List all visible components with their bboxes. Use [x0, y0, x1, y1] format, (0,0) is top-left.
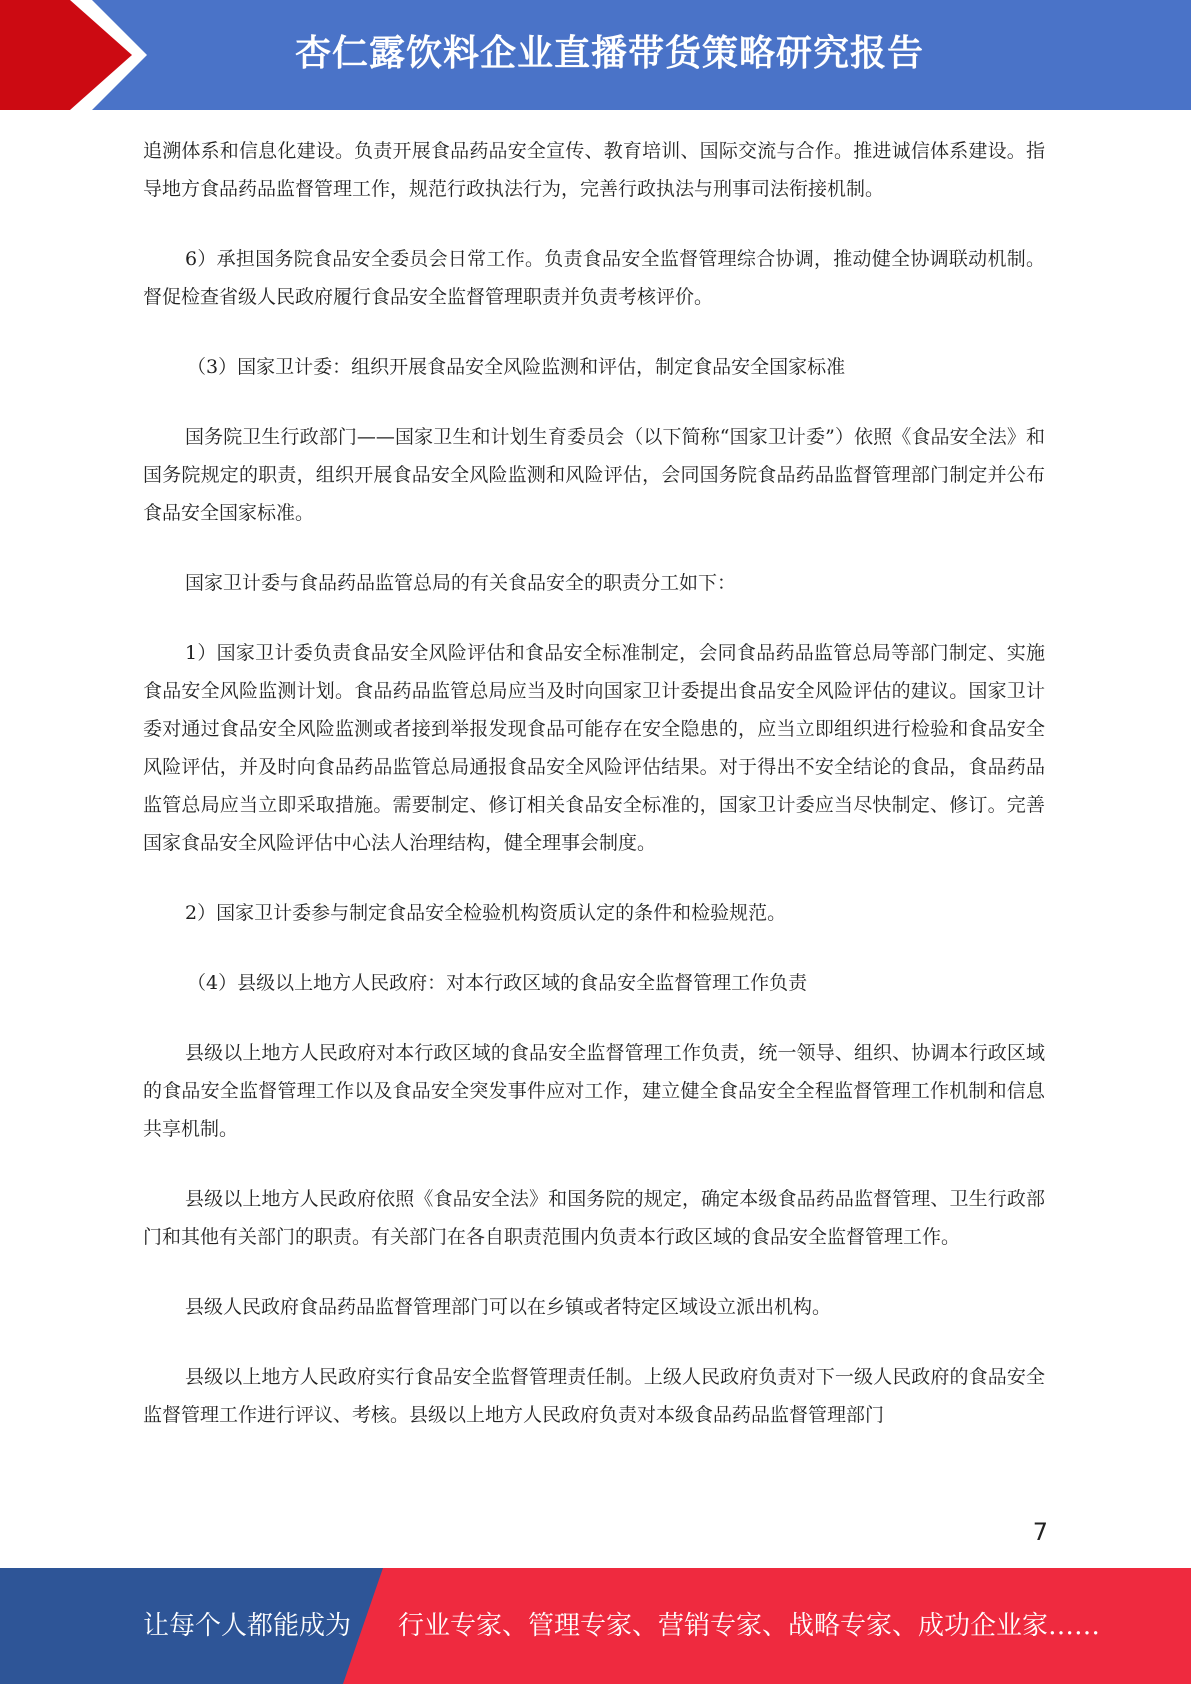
- report-title: 杏仁露饮料企业直播带货策略研究报告: [295, 33, 925, 74]
- body-paragraph: 县级以上地方人民政府对本行政区域的食品安全监督管理工作负责，统一领导、组织、协调本行政区域的食品安全监督管理工作以及食品安全突发事件应对工作，建立健全食品安全全程监督管理工作机制和信息共享机制。: [143, 1042, 1045, 1140]
- body-paragraph: 县级人民政府食品药品监督管理部门可以在乡镇或者特定区域设立派出机构。: [185, 1296, 832, 1318]
- footer-slogan-left: 让每个人都能成为: [143, 1611, 352, 1641]
- footer-slogan-right: 行业专家、管理专家、营销专家、战略专家、成功企业家……: [398, 1611, 1101, 1641]
- body-paragraph: 2）国家卫计委参与制定食品安全检验机构资质认定的条件和检验规范。: [185, 902, 787, 924]
- body-paragraph: 县级以上地方人民政府依照《食品安全法》和国务院的规定，确定本级食品药品监督管理、卫生行政部门和其他有关部门的职责。有关部门在各自职责范围内负责本行政区域的食品安全监督管理工作。: [143, 1188, 1045, 1248]
- body-paragraph: 追溯体系和信息化建设。负责开展食品药品安全宣传、教育培训、国际交流与合作。推进诚信体系建设。指导地方食品药品监督管理工作，规范行政执法行为，完善行政执法与刑事司法衔接机制。: [143, 140, 1045, 200]
- body-paragraph: 县级以上地方人民政府实行食品安全监督管理责任制。上级人民政府负责对下一级人民政府的食品安全监督管理工作进行评议、考核。县级以上地方人民政府负责对本级食品药品监督管理部门: [143, 1366, 1045, 1426]
- section-heading: （3）国家卫计委：组织开展食品安全风险监测和评估，制定食品安全国家标准: [187, 356, 846, 378]
- body-paragraph: 6）承担国务院食品安全委员会日常工作。负责食品安全监督管理综合协调，推动健全协调联动机制。督促检查省级人民政府履行食品安全监督管理职责并负责考核评价。: [143, 248, 1045, 308]
- section-heading: （4）县级以上地方人民政府：对本行政区域的食品安全监督管理工作负责: [187, 972, 808, 994]
- page-number: 7: [1032, 1518, 1048, 1546]
- document-body: [143, 132, 1045, 1466]
- body-paragraph: 国家卫计委与食品药品监管总局的有关食品安全的职责分工如下：: [185, 572, 737, 594]
- body-paragraph: 国务院卫生行政部门——国家卫生和计划生育委员会（以下简称“国家卫计委”）依照《食品安全法》和国务院规定的职责，组织开展食品安全风险监测和风险评估，会同国务院食品药品监督管理部门制定并公布食品安全国家标准。: [143, 426, 1045, 524]
- header-chevron-decoration: [0, 0, 160, 110]
- page-footer: [0, 1568, 1191, 1684]
- page-header: [0, 0, 1191, 110]
- body-paragraph: 1）国家卫计委负责食品安全风险评估和食品安全标准制定，会同食品药品监管总局等部门制定、实施食品安全风险监测计划。食品药品监管总局应当及时向国家卫计委提出食品安全风险评估的建议。国家卫计委对通过食品安全风险监测或者接到举报发现食品可能存在安全隐患的，应当立即组织进行检验和食品安全风险评估，并及时向食品药品监管总局通报食品安全风险评估结果。对于得出不安全结论的食品，食品药品监管总局应当立即采取措施。需要制定、修订相关食品安全标准的，国家卫计委应当尽快制定、修订。完善国家食品安全风险评估中心法人治理结构，健全理事会制度。: [143, 642, 1045, 854]
